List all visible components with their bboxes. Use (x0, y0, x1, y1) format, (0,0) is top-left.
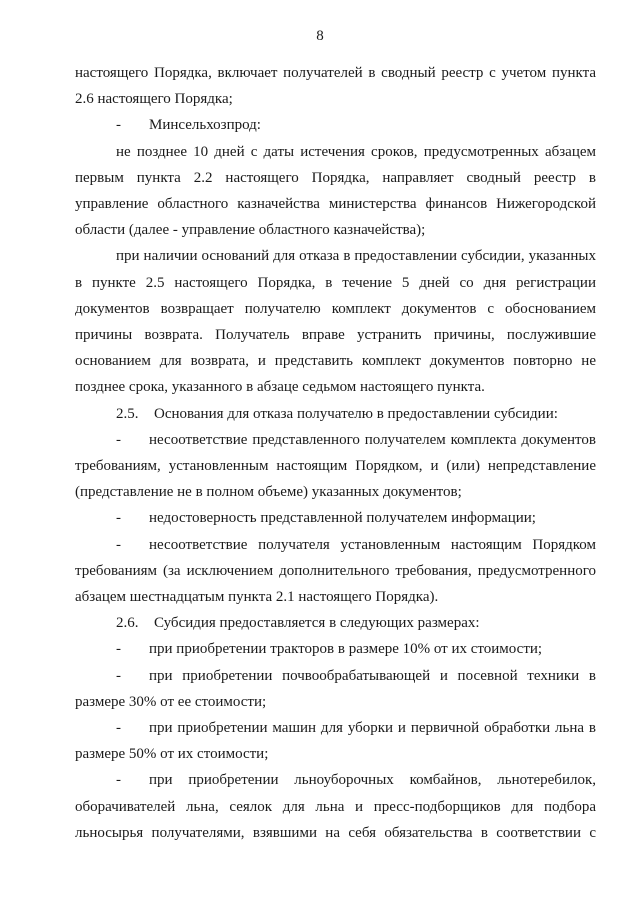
list-item-text: при приобретении тракторов в размере 10% от их стоимости; (149, 641, 543, 658)
list-item-flax-harvesters (75, 767, 596, 846)
list-dash: - (116, 117, 121, 134)
clause-text: Субсидия предоставляется в следующих размерах: (154, 615, 480, 632)
list-item-tractors (75, 636, 596, 662)
list-item-text: при приобретении машин для уборки и первичной обработки льна в размере 50% от их стоимости; (75, 720, 596, 763)
clause-2-5 (75, 401, 596, 427)
list-item-text: при приобретении почвообрабатывающей и посевной техники в размере 30% от ее стоимости; (75, 667, 596, 710)
list-item-text: недостоверность представленной получателем информации; (149, 510, 536, 527)
clause-2-6 (75, 610, 596, 636)
list-item-text: Минсельхозпрод: (149, 117, 261, 134)
list-dash: - (116, 431, 121, 448)
paragraph-refusal-return (75, 243, 596, 400)
list-item-text: при приобретении льноуборочных комбайнов, льнотеребилок, оборачивателей льна, сеялок для льна и пресс-подборщиков для подбора льносырья получателями, взявшими на себя обязательства в соответствии с (75, 772, 596, 841)
paragraph-deadline (75, 139, 596, 244)
list-dash: - (116, 772, 121, 789)
list-dash: - (116, 536, 121, 553)
list-dash: - (116, 667, 121, 684)
clause-text: Основания для отказа получателю в предоставлении субсидии: (154, 405, 558, 422)
list-item-soil-machinery (75, 663, 596, 715)
list-item-text: несоответствие представленного получателем комплекта документов требованиям, установленным настоящим Порядком, и (или) непредставление (представление не в полном объеме) указанных документов; (75, 431, 596, 501)
list-item-requirements (75, 532, 596, 611)
list-dash: - (116, 510, 121, 527)
list-item-unreliable-info (75, 505, 596, 531)
clause-number: 2.6. (116, 615, 139, 632)
list-item-flax-machines (75, 715, 596, 767)
paragraph-text: не позднее 10 дней с даты истечения сроков, предусмотренных абзацем первым пункта 2.2 настоящего Порядка, направляет сводный реестр в управление областного казначейства министерства финансов Нижегородской области (далее - управление областного казначейства); (75, 143, 596, 239)
page-number: 8 (316, 28, 324, 44)
list-dash: - (116, 720, 121, 737)
document-body (75, 60, 596, 846)
paragraph-text: настоящего Порядка, включает получателей в сводный реестр с учетом пункта 2.6 настоящего Порядка; (75, 65, 596, 108)
paragraph-continuation (75, 60, 596, 112)
list-item-text: несоответствие получателя установленным настоящим Порядком требованиям (за исключением дополнительного требования, предусмотренного абзацем шестнадцатым пункта 2.1 настоящего Порядка). (75, 536, 596, 606)
paragraph-text: при наличии оснований для отказа в предоставлении субсидии, указанных в пункте 2.5 настоящего Порядка, в течение 5 дней со дня регистрации документов возвращает получателю комплект документов с обоснованием причины возврата. Получатель вправе устранить причины, послужившие основанием для возврата, и представить комплект документов повторно не позднее срока, указанного в абзаце седьмом настоящего пункта. (75, 248, 596, 396)
list-item-nonconformity (75, 427, 596, 506)
list-dash: - (116, 641, 121, 658)
clause-number: 2.5. (116, 405, 139, 422)
list-item-minselkhozprod (75, 112, 596, 138)
